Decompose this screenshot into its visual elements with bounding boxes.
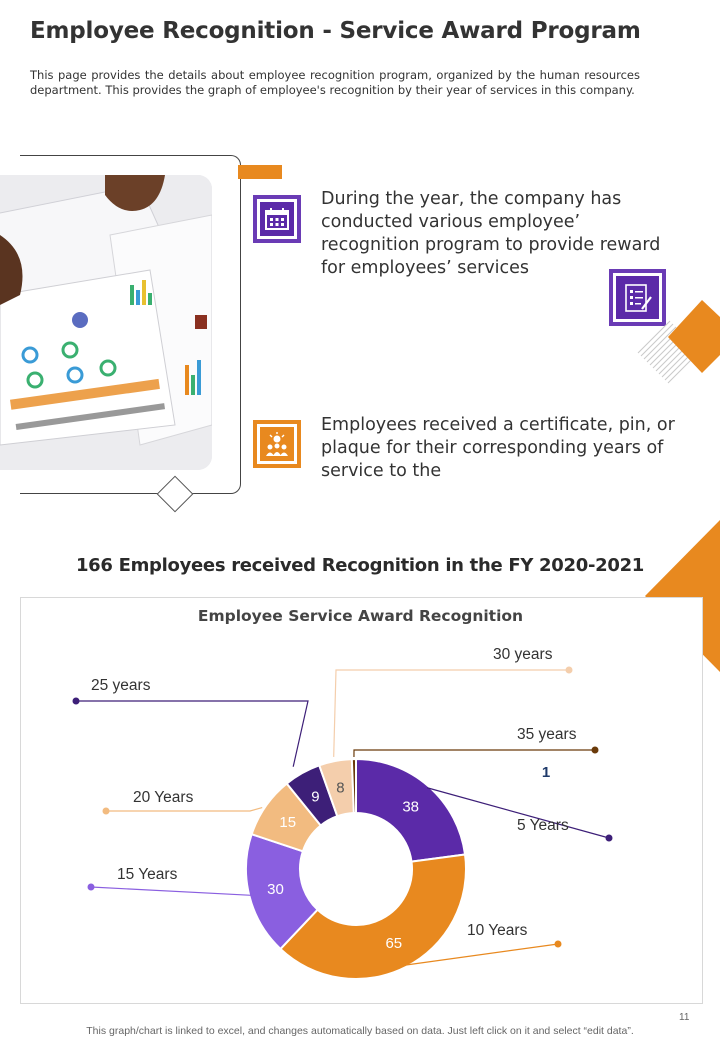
leader-line xyxy=(106,808,262,811)
category-label: 35 years xyxy=(517,726,577,743)
leader-dot xyxy=(606,835,613,842)
leader-line xyxy=(354,750,595,757)
leader-dot xyxy=(103,808,110,815)
donut-value-label: 8 xyxy=(336,779,345,797)
leader-dot xyxy=(566,667,573,674)
leader-line xyxy=(76,701,308,767)
donut-value-label: 30 xyxy=(267,881,284,899)
leader-dot xyxy=(88,884,95,891)
intro-paragraph: This page provides the details about employee recognition program, organized by the human resources department. This provides the graph of employee's recognition by their year of services in this company. xyxy=(30,68,640,97)
donut-value-label: 1 xyxy=(541,764,551,781)
leader-line xyxy=(334,670,569,757)
footer-note: This graph/chart is linked to excel, and changes automatically based on data. Just left click on it and select “edit data”. xyxy=(86,1025,634,1037)
category-label: 20 Years xyxy=(133,789,194,806)
category-label: 5 Years xyxy=(517,817,569,834)
point-text-2: Employees received a certificate, pin, or plaque for their corresponding years of service to the xyxy=(321,415,675,481)
page-number: 11 xyxy=(679,1012,690,1023)
point-text-1: During the year, the company has conducted various employee’ recognition program to provide reward for employees’ services xyxy=(321,189,661,278)
chart-title: Employee Service Award Recognition xyxy=(197,607,524,625)
leader-dot xyxy=(555,941,562,948)
page-title: Employee Recognition - Service Award Program xyxy=(30,18,641,44)
category-label: 10 Years xyxy=(467,922,528,939)
category-label: 25 years xyxy=(91,677,151,694)
donut-value-label: 9 xyxy=(311,788,320,806)
donut-value-label: 38 xyxy=(402,798,420,816)
category-label: 30 years xyxy=(493,646,553,663)
category-label: 15 Years xyxy=(117,866,178,883)
chart-heading: 166 Employees received Recognition in the FY 2020-2021 xyxy=(75,555,645,576)
leader-dot xyxy=(73,698,80,705)
leader-line xyxy=(91,887,251,895)
donut-value-label: 65 xyxy=(385,934,403,952)
leader-dot xyxy=(592,747,599,754)
donut-value-label: 15 xyxy=(279,813,297,831)
